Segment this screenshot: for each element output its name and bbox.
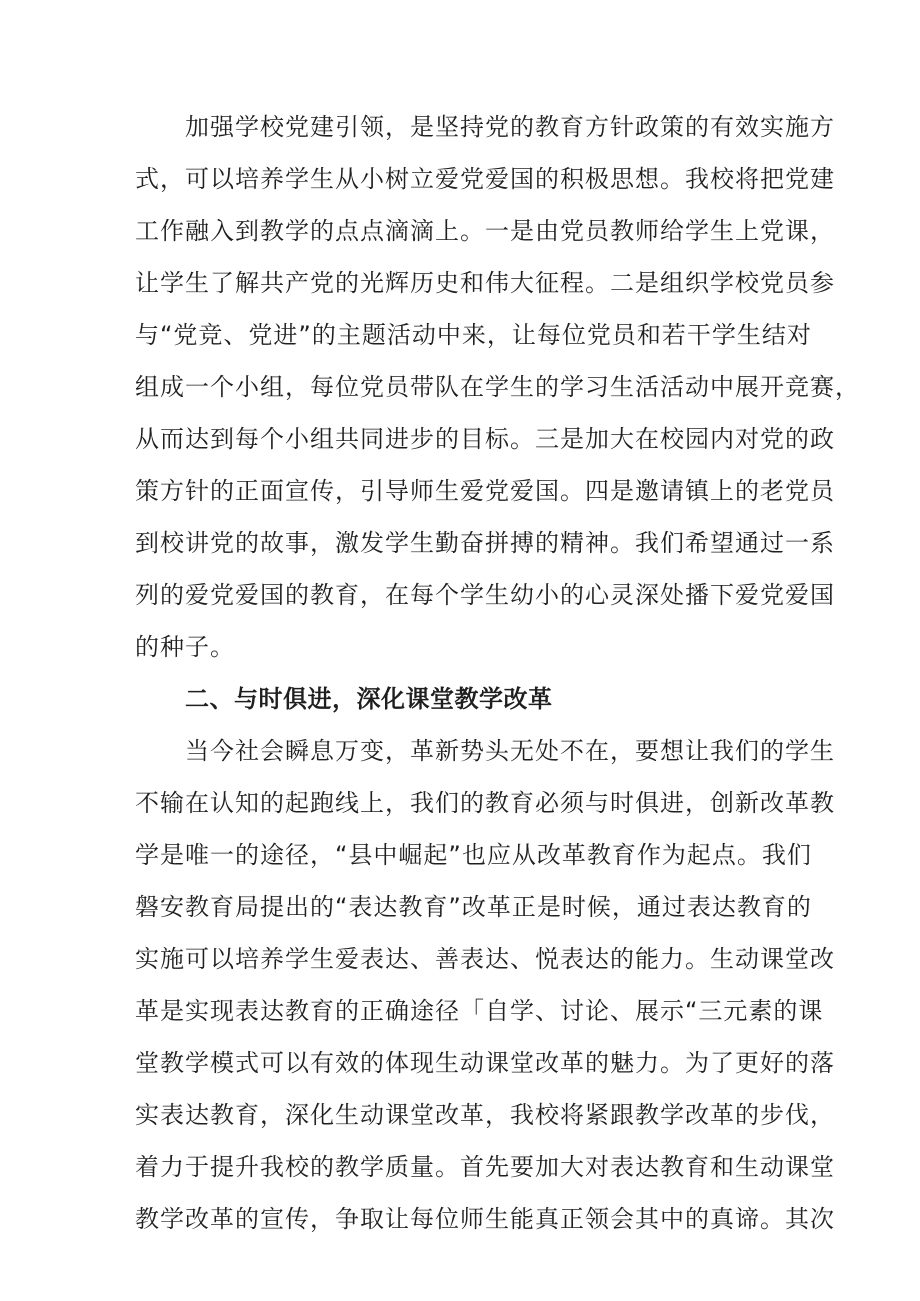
paragraph-line: 与“党竞、党进”的主题活动中来，让每位党员和若干学生结对 bbox=[135, 321, 812, 349]
paragraph-line: 工作融入到教学的点点滴滴上。一是由党员教师给学生上党课， bbox=[135, 217, 835, 245]
paragraph-line: 组成一个小组，每位党员带队在学生的学习生活活动中展开竞赛， bbox=[135, 373, 860, 401]
paragraph-line: 从而达到每个小组共同进步的目标。三是加大在校园内对党的政 bbox=[135, 425, 835, 453]
paragraph-line: 学是唯一的途径，“县中崛起”也应从改革教育作为起点。我们 bbox=[135, 841, 812, 869]
section-heading: 二、与时俱进，深化课堂教学改革 bbox=[185, 685, 553, 713]
paragraph-line: 革是实现表达教育的正确途径「自学、讨论、展示“三元素的课 bbox=[135, 997, 824, 1025]
paragraph-line: 式，可以培养学生从小树立爱党爱国的积极思想。我校将把党建 bbox=[135, 165, 835, 193]
paragraph-line: 列的爱党爱国的教育，在每个学生幼小的心灵深处播下爱党爱国 bbox=[135, 581, 835, 609]
paragraph-line: 着力于提升我校的教学质量。首先要加大对表达教育和生动课堂 bbox=[135, 1153, 835, 1181]
paragraph-line: 堂教学模式可以有效的体现生动课堂改革的魅力。为了更好的落 bbox=[135, 1049, 835, 1077]
paragraph-line: 实施可以培养学生爱表达、善表达、悦表达的能力。生动课堂改 bbox=[135, 945, 835, 973]
paragraph-line: 策方针的正面宣传，引导师生爱党爱国。四是邀请镇上的老党员 bbox=[135, 477, 835, 505]
paragraph-line: 当今社会瞬息万变，革新势头无处不在，要想让我们的学生 bbox=[185, 737, 835, 765]
paragraph-line: 让学生了解共产党的光辉历史和伟大征程。二是组织学校党员参 bbox=[135, 269, 835, 297]
paragraph-line: 加强学校党建引领，是坚持党的教育方针政策的有效实施方 bbox=[185, 113, 835, 141]
paragraph-line: 磐安教育局提出的“表达教育”改革正是时候，通过表达教育的 bbox=[135, 893, 812, 921]
paragraph-line: 教学改革的宣传，争取让每位师生能真正领会其中的真谛。其次 bbox=[135, 1205, 835, 1233]
paragraph-line: 到校讲党的故事，激发学生勤奋拼搏的精神。我们希望通过一系 bbox=[135, 529, 835, 557]
paragraph-line: 不输在认知的起跑线上，我们的教育必须与时俱进，创新改革教 bbox=[135, 789, 835, 817]
paragraph-line: 的种子。 bbox=[135, 633, 235, 661]
paragraph-line: 实表达教育，深化生动课堂改革，我校将紧跟教学改革的步伐， bbox=[135, 1101, 835, 1129]
